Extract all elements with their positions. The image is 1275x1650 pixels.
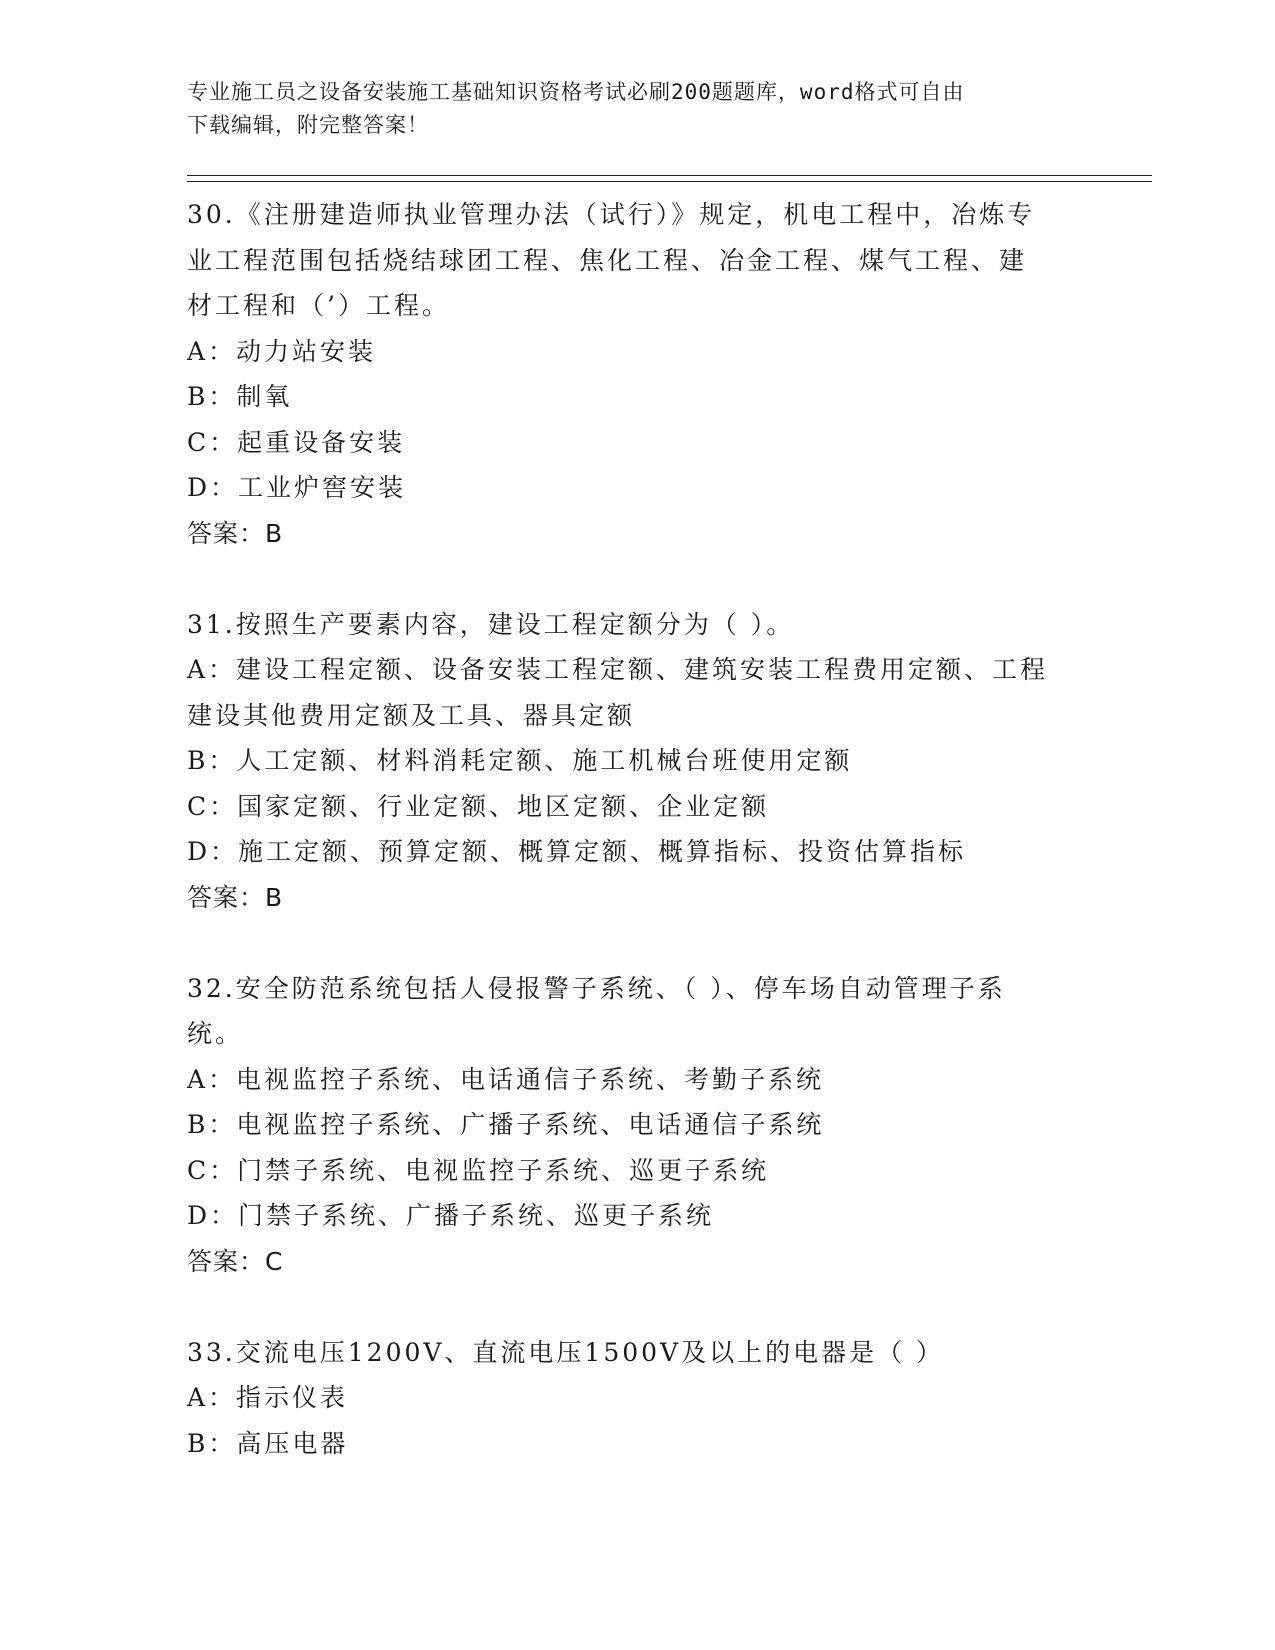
answer-line: 答案：B [187, 882, 284, 912]
option-d: D：施工定额、预算定额、概算定额、概算指标、投资估算指标 [187, 837, 967, 866]
option-b: B：人工定额、材料消耗定额、施工机械台班使用定额 [187, 746, 853, 775]
question-stem-line: 材工程和（’）工程。 [187, 291, 450, 320]
header-line-1: 专业施工员之设备安装施工基础知识资格考试必刷200题题库，word格式可自由 [187, 80, 965, 104]
question-spacer [187, 556, 1087, 602]
question-spacer [187, 920, 1087, 966]
option-a-continued: 建设其他费用定额及工具、器具定额 [187, 700, 636, 730]
option-a: A：建设工程定额、设备安装工程定额、建筑安装工程费用定额、工程 [187, 655, 1049, 684]
answer-line: 答案：C [187, 1246, 284, 1276]
question-31 [187, 602, 1087, 921]
option-c: C：起重设备安装 [187, 427, 406, 457]
header-line-2: 下载编辑，附完整答案！ [187, 113, 429, 137]
answer-line: 答案：B [187, 518, 284, 548]
option-d: D：门禁子系统、广播子系统、巡更子系统 [187, 1201, 715, 1230]
option-d: D：工业炉窖安装 [187, 473, 407, 502]
option-b: B：高压电器 [187, 1428, 349, 1458]
option-a: A：电视监控子系统、电话通信子系统、考勤子系统 [187, 1064, 825, 1094]
header-divider-top [187, 175, 1152, 176]
question-stem-line: 32.安全防范系统包括人侵报警子系统、（ ）、停车场自动管理子系 [187, 973, 1006, 1003]
header-divider-bottom [187, 181, 1152, 182]
option-b: B：电视监控子系统、广播子系统、电话通信子系统 [187, 1110, 825, 1139]
option-c: C：门禁子系统、电视监控子系统、巡更子系统 [187, 1155, 770, 1185]
question-stem-line: 31.按照生产要素内容，建设工程定额分为（ ）。 [187, 609, 795, 639]
option-c: C：国家定额、行业定额、地区定额、企业定额 [187, 791, 770, 821]
question-33 [187, 1330, 1087, 1467]
question-30 [187, 192, 1087, 556]
question-stem-line: 33.交流电压1200V、直流电压1500V及以上的电器是（ ） [187, 1337, 945, 1367]
document-header [187, 76, 1087, 142]
question-list [187, 192, 1087, 1466]
option-a: A：动力站安装 [187, 336, 377, 366]
question-stem-line: 统。 [187, 1019, 244, 1048]
option-b: B：制氧 [187, 382, 293, 411]
question-stem-line: 30.《注册建造师执业管理办法（试行）》规定，机电工程中，冶炼专 [187, 200, 1036, 229]
question-32 [187, 966, 1087, 1285]
question-spacer [187, 1284, 1087, 1330]
option-a: A：指示仪表 [187, 1383, 349, 1412]
question-stem-line: 业工程范围包括烧结球团工程、焦化工程、冶金工程、煤气工程、建 [187, 245, 1028, 275]
